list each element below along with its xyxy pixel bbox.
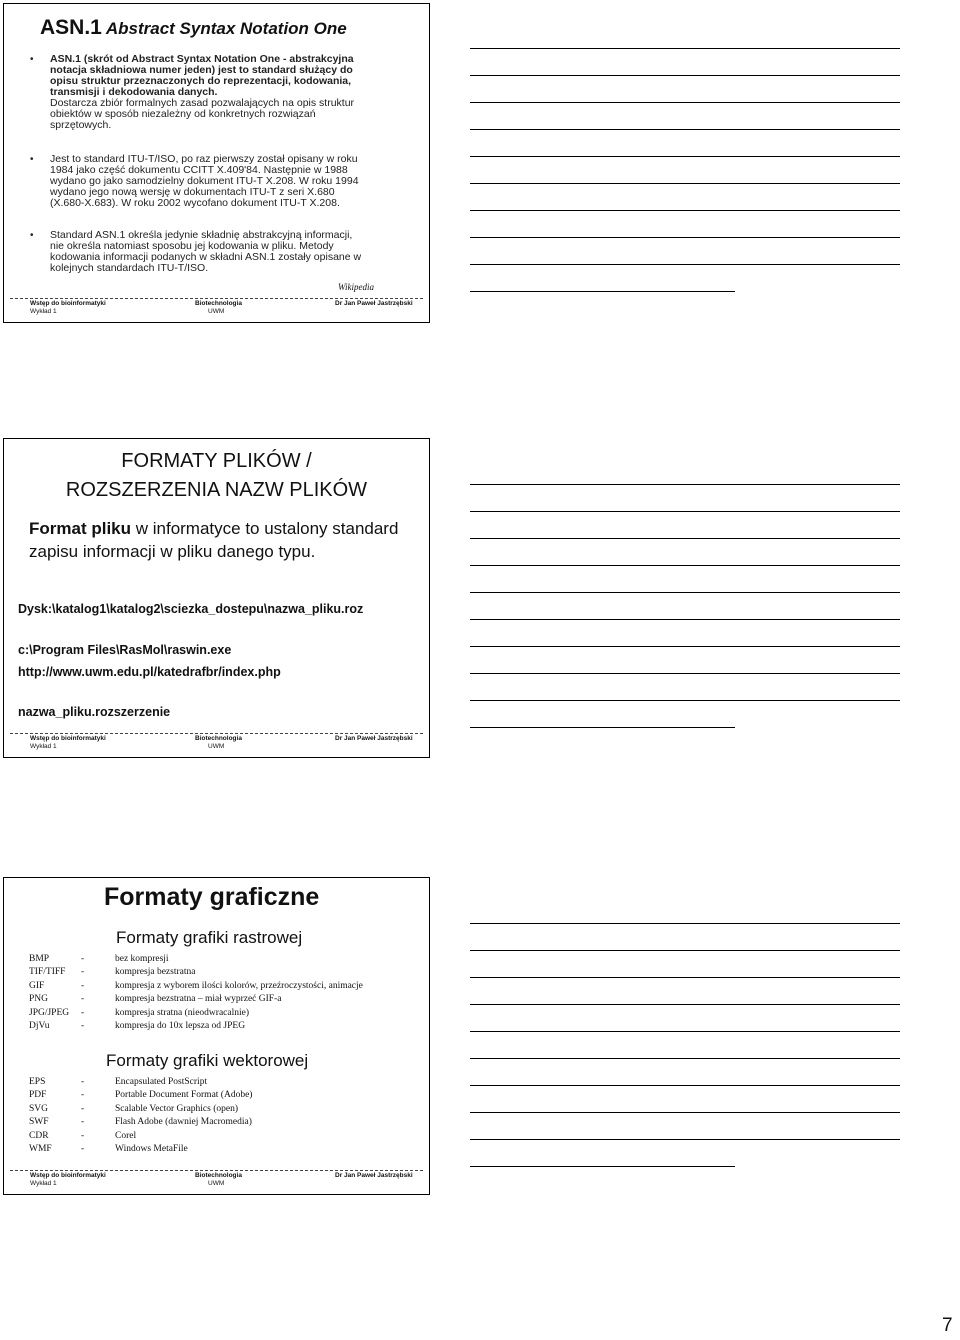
- history-line: (X.680-X.683). W roku 2002 wycofano dokument ITU-T X.208.: [50, 197, 340, 209]
- format-row: [29, 966, 424, 979]
- format-dash: -: [81, 994, 85, 1005]
- footer-lecture: Wykład 1: [30, 1180, 57, 1187]
- footer-field: Biotechnologia: [195, 735, 242, 742]
- note-line: [470, 538, 900, 539]
- format-row: [29, 953, 424, 966]
- format-row: [29, 1143, 424, 1156]
- format-dash: -: [81, 1117, 85, 1128]
- footer-author: Dr Jan Paweł Jastrzębski: [335, 1172, 413, 1179]
- footer-field: Biotechnologia: [195, 1172, 242, 1179]
- note-line: [470, 1085, 900, 1086]
- definition-line: notacja składniowa numer jeden) jest to standard służący do: [50, 64, 353, 76]
- format-description: Portable Document Format (Adobe): [115, 1090, 253, 1101]
- note-line: [470, 156, 900, 157]
- format-dash: -: [81, 1143, 85, 1154]
- footer-course: Wstęp do bioinformatyki: [30, 1172, 106, 1179]
- format-row: [29, 1130, 424, 1143]
- format-row: [29, 1007, 424, 1020]
- format-name: DjVu: [29, 1020, 50, 1031]
- note-line: [470, 102, 900, 103]
- source-label: Wikipedia: [338, 282, 374, 292]
- format-row: [29, 980, 424, 993]
- footer-rule: [10, 298, 423, 299]
- format-dash: -: [81, 1007, 85, 1018]
- note-line: [470, 1058, 900, 1059]
- note-line: [470, 129, 900, 130]
- slide-footer: [4, 298, 429, 318]
- history-line: wydano jego nową wersję w dokumentach ITU-T z seri X.680: [50, 186, 335, 198]
- note-line: [470, 673, 900, 674]
- format-name: SVG: [29, 1103, 49, 1114]
- standard-line: • Standard ASN.1 określa jedynie składnię abstrakcyjną informacji,: [50, 229, 353, 241]
- slide-title: [4, 447, 429, 505]
- format-name: GIF: [29, 980, 45, 991]
- page-number: 7: [942, 1315, 953, 1336]
- history-line: • Jest to standard ITU-T/ISO, po raz pierwszy został opisany w roku: [50, 153, 358, 165]
- note-line: [470, 484, 900, 485]
- note-line: [470, 1031, 900, 1032]
- format-name: EPS: [29, 1077, 46, 1087]
- format-dash: -: [81, 954, 85, 964]
- format-description: kompresja z wyborem ilości kolorów, przeźroczystości, animacje: [115, 980, 363, 991]
- description-line: sprzętowych.: [50, 119, 112, 131]
- slide-graphic-formats: [3, 877, 430, 1195]
- format-description: Scalable Vector Graphics (open): [115, 1103, 239, 1114]
- footer-university: UWM: [208, 1180, 225, 1187]
- note-line: [470, 183, 900, 184]
- example-url: http://www.uwm.edu.pl/katedrafbr/index.php: [18, 665, 281, 679]
- note-line: [470, 700, 900, 701]
- title-full: Abstract Syntax Notation One: [105, 19, 347, 38]
- bullet-standard: [28, 230, 398, 274]
- slide-file-formats: [3, 438, 430, 758]
- format-row: [29, 1089, 424, 1102]
- format-name: PNG: [29, 994, 49, 1005]
- format-name: JPG/JPEG: [29, 1007, 70, 1018]
- history-line: 1984 jako część dokumentu CCITT X.409'84. Następnie w 1988: [50, 164, 348, 176]
- format-name: CDR: [29, 1130, 49, 1141]
- format-dash: -: [81, 1090, 85, 1101]
- slide-title: Formaty graficzne: [104, 883, 320, 911]
- note-line: [470, 264, 900, 265]
- history-line: wydano go jako samodzielny dokument ITU-T X.208. W roku 1994: [50, 175, 359, 187]
- definition-term: Format pliku: [29, 519, 132, 538]
- note-line: [470, 48, 900, 49]
- format-name: PDF: [29, 1090, 47, 1101]
- slide-title: [40, 16, 347, 40]
- footer-author: Dr Jan Paweł Jastrzębski: [335, 300, 413, 307]
- note-line: [470, 592, 900, 593]
- raster-heading: Formaty grafiki rastrowej: [116, 928, 303, 947]
- note-line: [470, 75, 900, 76]
- format-dash: -: [81, 967, 85, 978]
- format-dash: -: [81, 1020, 85, 1031]
- raster-format-list: [29, 953, 424, 1033]
- note-line: [470, 1004, 900, 1005]
- note-line: [470, 511, 900, 512]
- footer-rule: [10, 733, 423, 734]
- example-filename: nazwa_pliku.rozszerzenie: [18, 705, 171, 719]
- bullet-history: [28, 154, 398, 230]
- format-description: bez kompresji: [115, 954, 169, 964]
- footer-course: Wstęp do bioinformatyki: [30, 735, 106, 742]
- standard-line: nie określa natomiast sposobu jej kodowania w pliku. Metody: [50, 240, 334, 252]
- title-line: ROZSZERZENIA NAZW PLIKÓW: [65, 479, 368, 501]
- format-name: TIF/TIFF: [29, 967, 66, 978]
- format-dash: -: [81, 1130, 85, 1141]
- note-line: [470, 237, 900, 238]
- example-path: Dysk:\katalog1\katalog2\sciezka_dostepu\nazwa_pliku.roz: [18, 602, 364, 616]
- definition-text: [29, 517, 409, 563]
- format-row: [29, 1020, 424, 1033]
- slide-asn1: [3, 3, 430, 323]
- title-abbr: ASN.1: [40, 16, 102, 39]
- footer-course: Wstęp do bioinformatyki: [30, 300, 106, 307]
- standard-line: kodowania informacji podanych w składni ASN.1 zostały opisane w: [50, 251, 362, 263]
- note-line: [470, 210, 900, 211]
- format-name: SWF: [29, 1117, 49, 1128]
- format-name: WMF: [29, 1143, 52, 1154]
- format-row: [29, 1103, 424, 1116]
- note-line: [470, 950, 900, 951]
- slide-footer: [4, 733, 429, 753]
- definition-line: transmisji i dekodowania danych.: [50, 86, 218, 98]
- vector-format-list: [29, 1076, 424, 1156]
- format-description: kompresja bezstratna – miał wyprzeć GIF-a: [115, 994, 282, 1005]
- note-line: [470, 291, 735, 292]
- slide-footer: [4, 1170, 429, 1190]
- format-row: [29, 1116, 424, 1129]
- format-name: BMP: [29, 954, 50, 964]
- definition-line: opisu struktur przeznaczonych do reprezentacji, kodowania,: [50, 75, 352, 87]
- format-description: Windows MetaFile: [115, 1143, 188, 1154]
- format-row: [29, 993, 424, 1006]
- footer-lecture: Wykład 1: [30, 308, 57, 315]
- note-line: [470, 1166, 735, 1167]
- format-dash: -: [81, 980, 85, 991]
- title-line: FORMATY PLIKÓW /: [121, 450, 312, 472]
- format-description: kompresja bezstratna: [115, 967, 196, 978]
- format-description: Flash Adobe (dawniej Macromedia): [115, 1117, 252, 1128]
- bullet-definition: [28, 54, 398, 154]
- format-dash: -: [81, 1077, 85, 1087]
- definition-body: w informatyce to ustalony standard zapisu informacji w pliku danego typu.: [29, 519, 399, 561]
- note-line: [470, 1139, 900, 1140]
- note-line: [470, 565, 900, 566]
- note-line: [470, 646, 900, 647]
- format-description: kompresja do 10x lepsza od JPEG: [115, 1020, 246, 1031]
- footer-university: UWM: [208, 743, 225, 750]
- format-description: Encapsulated PostScript: [115, 1077, 208, 1087]
- note-line: [470, 619, 900, 620]
- vector-heading: Formaty grafiki wektorowej: [106, 1051, 309, 1070]
- footer-author: Dr Jan Paweł Jastrzębski: [335, 735, 413, 742]
- format-row: [29, 1076, 424, 1089]
- example-path: c:\Program Files\RasMol\raswin.exe: [18, 643, 232, 657]
- bullet-list: [28, 54, 398, 274]
- note-line: [470, 923, 900, 924]
- footer-university: UWM: [208, 308, 225, 315]
- note-line: [470, 1112, 900, 1113]
- format-dash: -: [81, 1103, 85, 1114]
- definition-line: • ASN.1 (skrót od Abstract Syntax Notation One - abstrakcyjna: [50, 53, 354, 65]
- description-line: Dostarcza zbiór formalnych zasad pozwalających na opis struktur: [50, 97, 355, 109]
- footer-lecture: Wykład 1: [30, 743, 57, 750]
- note-line: [470, 727, 735, 728]
- standard-line: kolejnych standardach ITU-T/ISO.: [50, 262, 209, 274]
- description-line: obiektów w sposób niezależny od konkretnych rozwiązań: [50, 108, 316, 120]
- format-description: kompresja stratna (nieodwracalnie): [115, 1007, 249, 1018]
- note-line: [470, 977, 900, 978]
- footer-field: Biotechnologia: [195, 300, 242, 307]
- format-description: Corel: [115, 1130, 137, 1141]
- footer-rule: [10, 1170, 423, 1171]
